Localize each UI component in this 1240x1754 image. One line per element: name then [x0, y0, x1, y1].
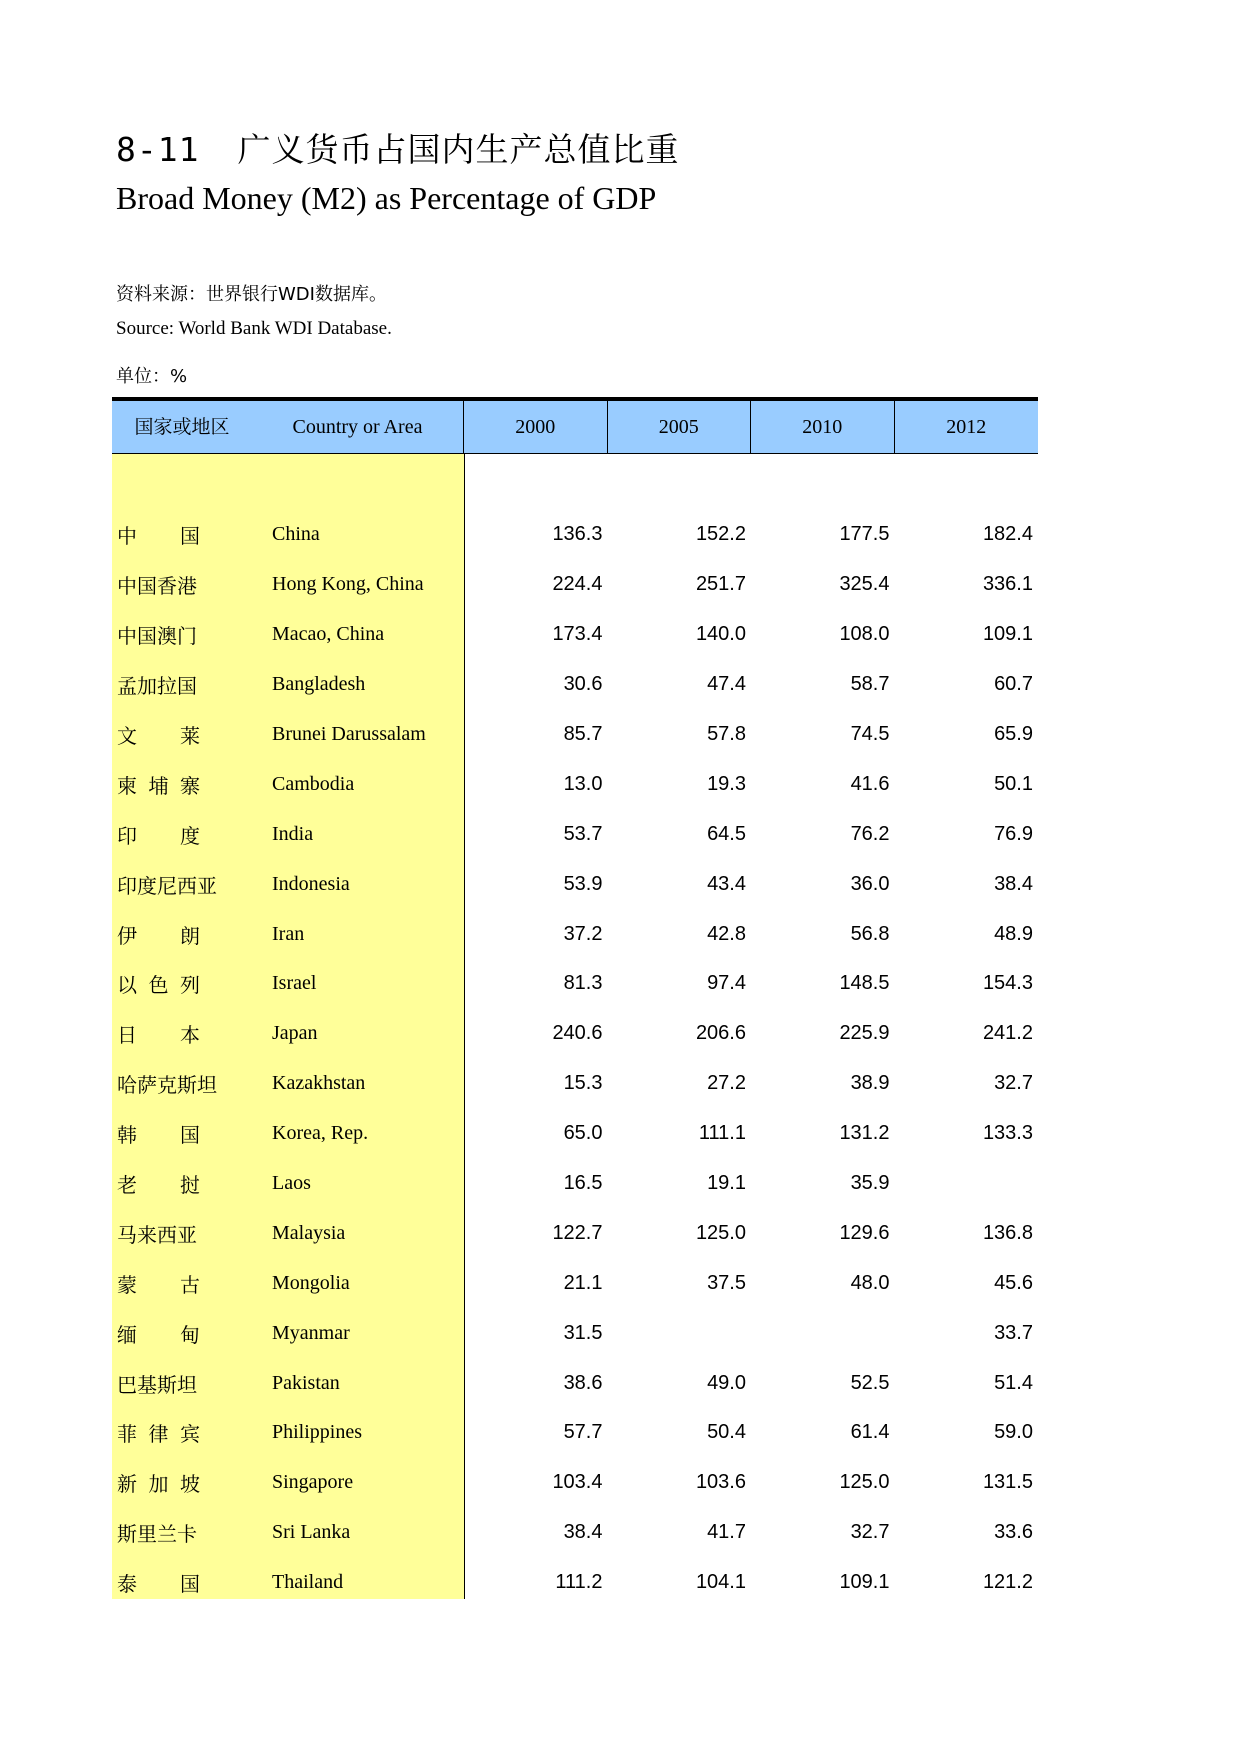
country-name-en: Malaysia	[272, 1221, 346, 1244]
country-name-cn: 孟加拉国	[117, 674, 197, 699]
country-name-cn: 缅 甸	[117, 1322, 200, 1347]
value-cell: 38.9	[850, 1072, 890, 1095]
value-cell: 97.4	[707, 972, 746, 995]
table-row	[112, 610, 1038, 660]
country-name-cn: 韩 国	[117, 1123, 200, 1148]
country-name-en: Thailand	[272, 1571, 344, 1594]
country-name-en: Mongolia	[272, 1271, 350, 1294]
value-cell: 136.3	[552, 523, 603, 546]
table-row	[112, 909, 1038, 959]
value-cell: 27.2	[707, 1072, 746, 1095]
value-cell: 103.6	[695, 1471, 746, 1494]
country-name-en: Korea, Rep.	[272, 1122, 369, 1145]
country-name-cn: 印度尼西亚	[117, 873, 217, 898]
value-cell: 50.4	[707, 1421, 746, 1444]
table-row	[112, 560, 1038, 610]
value-cell: 336.1	[982, 573, 1033, 596]
country-name-en: Kazakhstan	[272, 1072, 366, 1095]
country-name-cn: 菲 律 宾	[117, 1422, 200, 1447]
country-name-cn: 以 色 列	[117, 973, 200, 998]
header-year: 2000	[464, 401, 608, 453]
table-row	[112, 1458, 1038, 1508]
country-name-en: China	[272, 523, 320, 546]
value-cell: 131.2	[839, 1122, 890, 1145]
value-cell: 154.3	[982, 972, 1033, 995]
value-cell: 325.4	[839, 573, 890, 596]
value-cell: 136.8	[982, 1221, 1033, 1244]
value-cell: 32.7	[850, 1521, 890, 1544]
value-cell: 53.9	[563, 872, 603, 895]
value-cell: 33.6	[994, 1521, 1033, 1544]
value-cell: 13.0	[563, 772, 603, 795]
header-year: 2012	[946, 416, 987, 438]
value-cell: 41.6	[850, 772, 890, 795]
value-cell: 152.2	[695, 523, 746, 546]
country-name-en: Hong Kong, China	[272, 573, 424, 596]
value-cell: 108.0	[839, 623, 890, 646]
country-name-cn: 文 莱	[117, 724, 200, 748]
value-cell: 122.7	[552, 1221, 603, 1244]
country-name-en: Myanmar	[272, 1321, 350, 1344]
value-cell: 177.5	[839, 523, 890, 546]
value-cell: 16.5	[563, 1172, 603, 1195]
value-cell: 51.4	[994, 1371, 1033, 1394]
value-cell: 57.8	[707, 723, 746, 745]
country-name-cn: 新 加 坡	[117, 1472, 200, 1497]
table-row	[112, 809, 1038, 859]
header-country-en: Country or Area	[252, 401, 464, 453]
value-cell: 38.4	[563, 1521, 603, 1544]
country-name-cn: 老 挝	[117, 1173, 200, 1198]
header-country-cn: 国家或地区	[134, 416, 230, 438]
table-row	[112, 1208, 1038, 1258]
value-cell: 148.5	[839, 972, 890, 995]
country-name-en: Iran	[272, 922, 305, 945]
value-cell: 53.7	[563, 822, 603, 845]
value-cell: 57.7	[563, 1421, 603, 1444]
value-cell: 125.0	[695, 1221, 746, 1244]
value-cell: 125.0	[839, 1471, 890, 1494]
value-cell: 76.2	[850, 822, 890, 845]
value-cell: 104.1	[695, 1571, 746, 1594]
source-note-en: Source: World Bank WDI Database.	[116, 318, 392, 339]
country-name-en: Japan	[272, 1022, 318, 1045]
header-year: 2010	[751, 401, 895, 453]
value-cell: 15.3	[563, 1072, 603, 1095]
value-cell: 121.2	[982, 1571, 1033, 1594]
value-cell: 251.7	[695, 573, 746, 596]
value-cell: 32.7	[994, 1072, 1033, 1095]
country-name-en: Cambodia	[272, 772, 355, 795]
country-name-cn: 蒙 古	[117, 1272, 200, 1297]
country-name-cn: 中国澳门	[117, 624, 197, 649]
title-cn-text: 广义货币占国内生产总值比重	[237, 130, 680, 169]
table-row	[112, 1159, 1038, 1209]
country-name-cn: 斯里兰卡	[117, 1522, 197, 1547]
value-cell: 37.5	[707, 1271, 746, 1294]
country-name-cn: 泰 国	[117, 1572, 200, 1597]
value-cell: 30.6	[563, 673, 603, 696]
value-cell: 240.6	[552, 1022, 603, 1045]
table-number: 8-11	[116, 130, 200, 169]
value-cell: 36.0	[850, 872, 890, 895]
country-name-cn: 中国香港	[117, 574, 197, 599]
value-cell: 131.5	[982, 1471, 1033, 1494]
country-name-en: Laos	[272, 1172, 311, 1195]
value-cell: 129.6	[839, 1221, 890, 1244]
country-name-en: Pakistan	[272, 1371, 340, 1394]
value-cell: 182.4	[982, 523, 1033, 546]
country-name-cn: 日 本	[117, 1023, 200, 1048]
country-name-cn: 中 国	[117, 524, 200, 549]
table-title-cn	[116, 124, 679, 171]
value-cell: 52.5	[850, 1371, 890, 1394]
table-title-en: Broad Money (M2) as Percentage of GDP	[116, 180, 657, 216]
table-row	[112, 710, 1038, 760]
value-cell: 111.2	[555, 1571, 603, 1594]
country-name-en: Indonesia	[272, 872, 350, 895]
value-cell: 56.8	[850, 922, 890, 945]
value-cell: 38.6	[563, 1371, 603, 1394]
value-cell: 48.0	[850, 1271, 890, 1294]
country-name-en: Sri Lanka	[272, 1521, 351, 1544]
unit-note: 单位：%	[116, 366, 188, 387]
value-cell: 42.8	[707, 922, 746, 945]
table-row	[112, 859, 1038, 909]
value-cell: 133.3	[982, 1122, 1033, 1145]
country-name-cn: 柬 埔 寨	[117, 773, 200, 798]
value-cell: 109.1	[982, 623, 1033, 646]
country-name-cn: 巴基斯坦	[117, 1372, 197, 1397]
table-row	[112, 959, 1038, 1009]
value-cell: 74.5	[850, 723, 890, 745]
value-cell: 65.0	[563, 1122, 603, 1145]
value-cell: 241.2	[982, 1022, 1033, 1045]
value-cell: 35.9	[850, 1172, 890, 1195]
table-row	[112, 510, 1038, 560]
country-name-cn: 伊 朗	[117, 923, 200, 948]
source-note-cn: 资料来源：世界银行WDI数据库。	[116, 284, 387, 305]
value-cell: 225.9	[839, 1022, 890, 1045]
value-cell: 58.7	[850, 673, 890, 696]
value-cell: 206.6	[695, 1022, 746, 1045]
value-cell: 60.7	[994, 673, 1033, 696]
header-year: 2005	[608, 401, 752, 453]
country-name-cn: 马来西亚	[117, 1222, 197, 1247]
value-cell: 33.7	[994, 1321, 1033, 1344]
value-cell: 109.1	[839, 1571, 890, 1594]
value-cell: 31.5	[563, 1321, 603, 1344]
table-row	[112, 660, 1038, 710]
data-table	[112, 397, 1038, 1608]
country-name-cn: 哈萨克斯坦	[117, 1073, 217, 1098]
value-cell: 85.7	[563, 723, 603, 745]
value-cell: 41.7	[707, 1521, 746, 1544]
value-cell: 47.4	[707, 673, 746, 696]
country-name-en: Bangladesh	[272, 673, 366, 696]
table-row	[112, 1558, 1038, 1608]
table-row	[112, 1109, 1038, 1159]
table-row	[112, 1059, 1038, 1109]
table-row	[112, 1258, 1038, 1308]
value-cell: 21.1	[563, 1271, 603, 1294]
value-cell: 103.4	[552, 1471, 603, 1494]
table-rows	[112, 454, 1038, 1608]
value-cell: 64.5	[707, 822, 746, 845]
value-cell: 50.1	[994, 772, 1033, 795]
value-cell: 45.6	[994, 1271, 1033, 1294]
table-header	[112, 397, 1038, 454]
table-row	[112, 1009, 1038, 1059]
country-name-en: Brunei Darussalam	[272, 723, 426, 745]
value-cell: 76.9	[994, 822, 1033, 845]
table-row	[112, 1308, 1038, 1358]
value-cell: 173.4	[552, 623, 603, 646]
value-cell: 111.1	[698, 1122, 746, 1145]
value-cell: 224.4	[552, 573, 603, 596]
table-row	[112, 1408, 1038, 1458]
country-name-en: India	[272, 822, 314, 845]
table-row	[112, 1508, 1038, 1558]
table-row	[112, 1358, 1038, 1408]
value-cell: 19.3	[707, 772, 746, 795]
value-cell: 61.4	[850, 1421, 890, 1444]
value-cell: 65.9	[994, 723, 1033, 745]
value-cell: 81.3	[563, 972, 603, 995]
table-row	[112, 759, 1038, 809]
country-name-en: Macao, China	[272, 623, 385, 646]
value-cell: 59.0	[994, 1421, 1033, 1444]
value-cell: 140.0	[695, 623, 746, 646]
country-name-en: Singapore	[272, 1471, 354, 1494]
value-cell: 37.2	[563, 922, 603, 945]
value-cell: 48.9	[994, 922, 1033, 945]
value-cell: 43.4	[707, 872, 746, 895]
country-name-cn: 印 度	[117, 823, 200, 848]
country-name-en: Israel	[272, 972, 317, 995]
country-name-en: Philippines	[272, 1421, 363, 1444]
value-cell: 49.0	[707, 1371, 746, 1394]
value-cell: 38.4	[994, 872, 1033, 895]
value-cell: 19.1	[707, 1172, 746, 1195]
table-body	[112, 454, 1038, 1608]
